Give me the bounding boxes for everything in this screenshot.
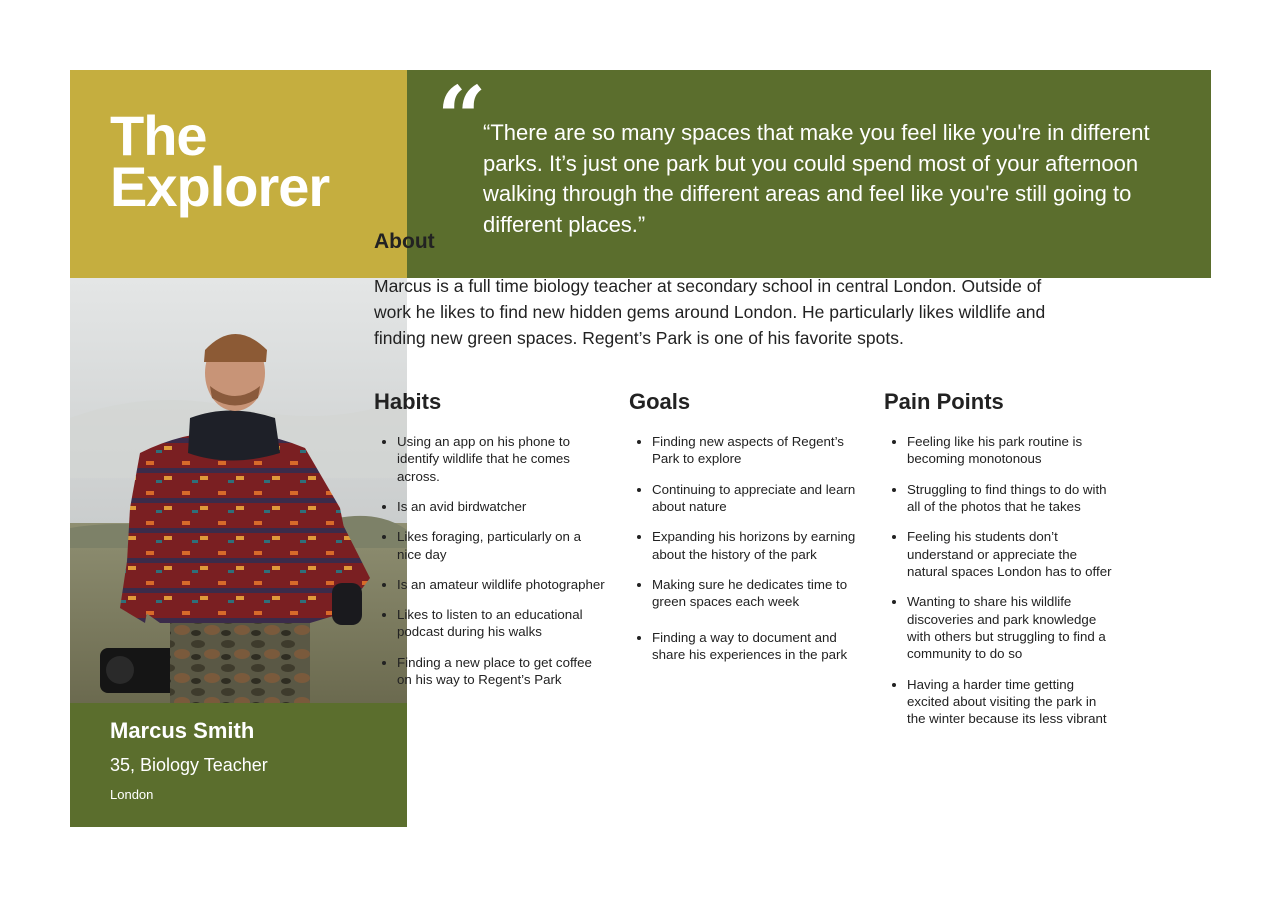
list-item: • Likes to listen to an educational podcast during his walks bbox=[397, 606, 608, 641]
list-item: • Using an app on his phone to identify wildlife that he comes across. bbox=[397, 433, 608, 485]
about-text: Marcus is a full time biology teacher at secondary school in central London. Outside of work he likes to find new hidden gems around London. He particularly likes wildlife and finding new green spaces. Regent’s Park is one of his favorite spots. bbox=[374, 276, 1046, 348]
goals-list bbox=[629, 433, 863, 663]
list-item: • Expanding his horizons by earning about the history of the park bbox=[652, 528, 863, 563]
pain-points-list bbox=[884, 433, 1118, 728]
list-item: • Finding new aspects of Regent’s Park to explore bbox=[652, 433, 863, 468]
persona-title-line1: The bbox=[110, 104, 207, 167]
goals-heading: Goals bbox=[629, 389, 691, 414]
quote-block bbox=[407, 70, 1211, 278]
list-item: • Having a harder time getting excited about visiting the park in the winter because its less vibrant bbox=[907, 676, 1118, 728]
list-item: • Is an avid birdwatcher bbox=[397, 498, 608, 515]
habits-list bbox=[374, 433, 608, 688]
quote-mark-icon: “ bbox=[437, 68, 487, 169]
list-item: • Struggling to find things to do with all of the photos that he takes bbox=[907, 481, 1118, 516]
persona-name: Marcus Smith bbox=[110, 718, 255, 743]
habits-section bbox=[374, 388, 608, 701]
persona-location: London bbox=[110, 787, 154, 802]
list-item: • Continuing to appreciate and learn about nature bbox=[652, 481, 863, 516]
list-item: • Finding a new place to get coffee on his way to Regent’s Park bbox=[397, 654, 608, 689]
list-item: • Feeling his students don’t understand or appreciate the natural spaces London has to offer bbox=[907, 528, 1118, 580]
list-item: • Finding a way to document and share his experiences in the park bbox=[652, 629, 863, 664]
persona-role: 35, Biology Teacher bbox=[110, 755, 268, 775]
pain-points-section bbox=[884, 388, 1118, 741]
persona-name-block bbox=[70, 703, 407, 827]
pain-points-heading: Pain Points bbox=[884, 389, 1004, 414]
list-item: • Making sure he dedicates time to green spaces each week bbox=[652, 576, 863, 611]
list-item: • Likes foraging, particularly on a nice day bbox=[397, 528, 608, 563]
persona-title-block bbox=[70, 70, 407, 278]
list-item: • Feeling like his park routine is becoming monotonous bbox=[907, 433, 1118, 468]
habits-heading: Habits bbox=[374, 389, 442, 414]
about-heading: About bbox=[374, 230, 435, 253]
list-item: • Is an amateur wildlife photographer bbox=[397, 576, 608, 593]
list-item: • Wanting to share his wildlife discoveries and park knowledge with others but struggling to find a community to do so bbox=[907, 593, 1118, 663]
persona-title-line2: Explorer bbox=[110, 155, 330, 218]
goals-section bbox=[629, 388, 863, 676]
persona-quote: “There are so many spaces that make you feel like you're in different parks. It’s just one park but you could spend most of your afternoon walking through the different areas and feel like you're still going to different places.” bbox=[483, 120, 1150, 237]
persona-photo bbox=[70, 278, 407, 703]
